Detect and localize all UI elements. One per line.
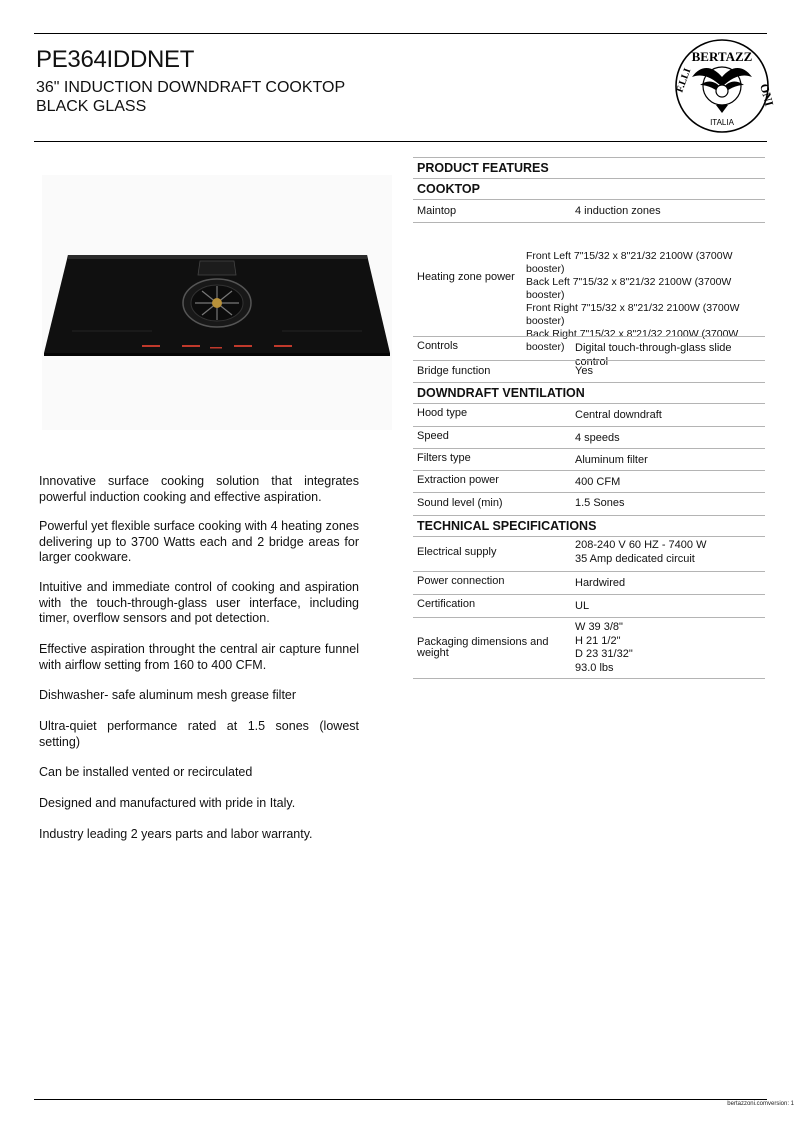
section-heading-downdraft: DOWNDRAFT VENTILATION xyxy=(413,382,765,403)
packaging-height: H 21 1/2" xyxy=(575,634,621,647)
packaging-label-line2: weight xyxy=(417,647,449,659)
svg-text:F.LLI: F.LLI xyxy=(674,66,694,95)
spec-value: Digital touch-through-glass slide control xyxy=(575,342,732,368)
spec-value xyxy=(575,539,706,566)
spec-value: 4 induction zones xyxy=(575,205,661,217)
description-2: Powerful yet flexible surface cooking with 4 heating zones delivering up to 3700 Watts each and 2 bridge areas for larger cookware. xyxy=(39,519,359,564)
section-heading-product-features: PRODUCT FEATURES xyxy=(413,157,765,178)
spec-value: Aluminum filter xyxy=(575,454,648,466)
packaging-depth: D 23 31/32" xyxy=(575,648,633,660)
spec-label: Filters type xyxy=(417,452,471,464)
electrical-voltage: 208-240 V 60 HZ - 7400 W xyxy=(575,539,707,551)
spec-row-controls xyxy=(413,336,765,368)
heating-zone-back-right: Back Right 7"15/32 x 8"21/32 2100W (3700W booster) xyxy=(526,328,739,353)
packaging-width: W 39 3/8" xyxy=(575,621,623,633)
spec-value: 4 speeds xyxy=(575,432,620,444)
description-9: Industry leading 2 years parts and labor warranty. xyxy=(39,827,313,841)
spec-row-maintop xyxy=(413,199,765,222)
spec-row-bridge-function xyxy=(413,360,765,382)
spec-label xyxy=(417,637,548,659)
spec-value: 1.5 Sones xyxy=(575,497,625,509)
description-4: Effective aspiration throught the central air capture funnel with airflow setting from 160 to 400 CFM. xyxy=(39,642,359,672)
section-heading-technical: TECHNICAL SPECIFICATIONS xyxy=(413,515,765,536)
description-5: Dishwasher- safe aluminum mesh grease filter xyxy=(39,688,297,702)
product-image xyxy=(42,175,392,430)
section-heading-cooktop: COOKTOP xyxy=(413,178,765,199)
spec-row-extraction-power xyxy=(413,470,765,492)
spec-label: Heating zone power xyxy=(417,271,515,283)
product-subtitle: 36" INDUCTION DOWNDRAFT COOKTOP xyxy=(36,79,346,96)
spec-row-packaging xyxy=(413,617,765,679)
spec-row-filters-type xyxy=(413,448,765,470)
heating-zone-back-left: Back Left 7"15/32 x 8"21/32 2100W (3700W booster) xyxy=(526,276,732,301)
description-3: Intuitive and immediate control of cooking and aspiration with the touch-through-glass user interface, including timer, overflow sensors and pot detection. xyxy=(39,580,359,625)
footer-text: bertazzoni.comversion: 1 xyxy=(727,1101,794,1107)
svg-text:ONI: ONI xyxy=(757,82,777,108)
description-8: Designed and manufactured with pride in Italy. xyxy=(39,796,296,810)
bertazzoni-logo xyxy=(670,37,777,135)
electrical-circuit: 35 Amp dedicated circuit xyxy=(575,552,695,565)
top-rule xyxy=(34,33,767,34)
heating-zone-front-left: Front Left 7"15/32 x 8"21/32 2100W (3700W booster) xyxy=(526,250,733,275)
spec-value: Central downdraft xyxy=(575,409,662,421)
spec-label: Maintop xyxy=(417,205,457,217)
description-1: Innovative surface cooking solution that integrates powerful induction cooking and effective aspiration. xyxy=(39,474,359,504)
heating-zone-front-right: Front Right 7"15/32 x 8"21/32 2100W (3700W booster) xyxy=(526,302,740,327)
spec-label: Controls xyxy=(417,340,458,352)
spec-value: Hardwired xyxy=(575,577,626,589)
spec-label: Electrical supply xyxy=(417,546,497,558)
spec-label: Extraction power xyxy=(417,474,499,486)
footer-rule xyxy=(34,1099,767,1100)
spec-label: Speed xyxy=(417,430,449,442)
spec-label: Certification xyxy=(417,598,476,610)
description-6: Ultra-quiet performance rated at 1.5 sones (lowest setting) xyxy=(39,719,359,749)
spec-value: Yes xyxy=(575,365,593,377)
spec-table xyxy=(413,157,765,679)
spec-row-power-connection xyxy=(413,571,765,594)
spec-value: UL xyxy=(575,600,590,612)
packaging-weight: 93.0 lbs xyxy=(575,661,614,674)
spec-row-certification xyxy=(413,594,765,617)
spec-row-hood-type xyxy=(413,403,765,426)
spec-value xyxy=(575,621,633,675)
spec-row-electrical-supply xyxy=(413,536,765,571)
svg-text:BERTAZZ: BERTAZZ xyxy=(691,49,753,64)
description-7: Can be installed vented or recirculated xyxy=(39,765,253,779)
spec-label: Hood type xyxy=(417,407,468,419)
header-rule xyxy=(34,141,767,142)
spec-row-sound-level xyxy=(413,492,765,515)
spec-label: Power connection xyxy=(417,575,505,587)
spec-label: Bridge function xyxy=(417,365,491,377)
svg-text:ITALIA: ITALIA xyxy=(710,118,734,127)
spec-value: 400 CFM xyxy=(575,476,621,488)
spec-row-speed xyxy=(413,426,765,448)
packaging-label-line1: Packaging dimensions and xyxy=(417,636,549,648)
model-number: PE364IDDNET xyxy=(36,46,195,73)
spec-label: Sound level (min) xyxy=(417,497,503,509)
product-finish: BLACK GLASS xyxy=(36,98,147,115)
